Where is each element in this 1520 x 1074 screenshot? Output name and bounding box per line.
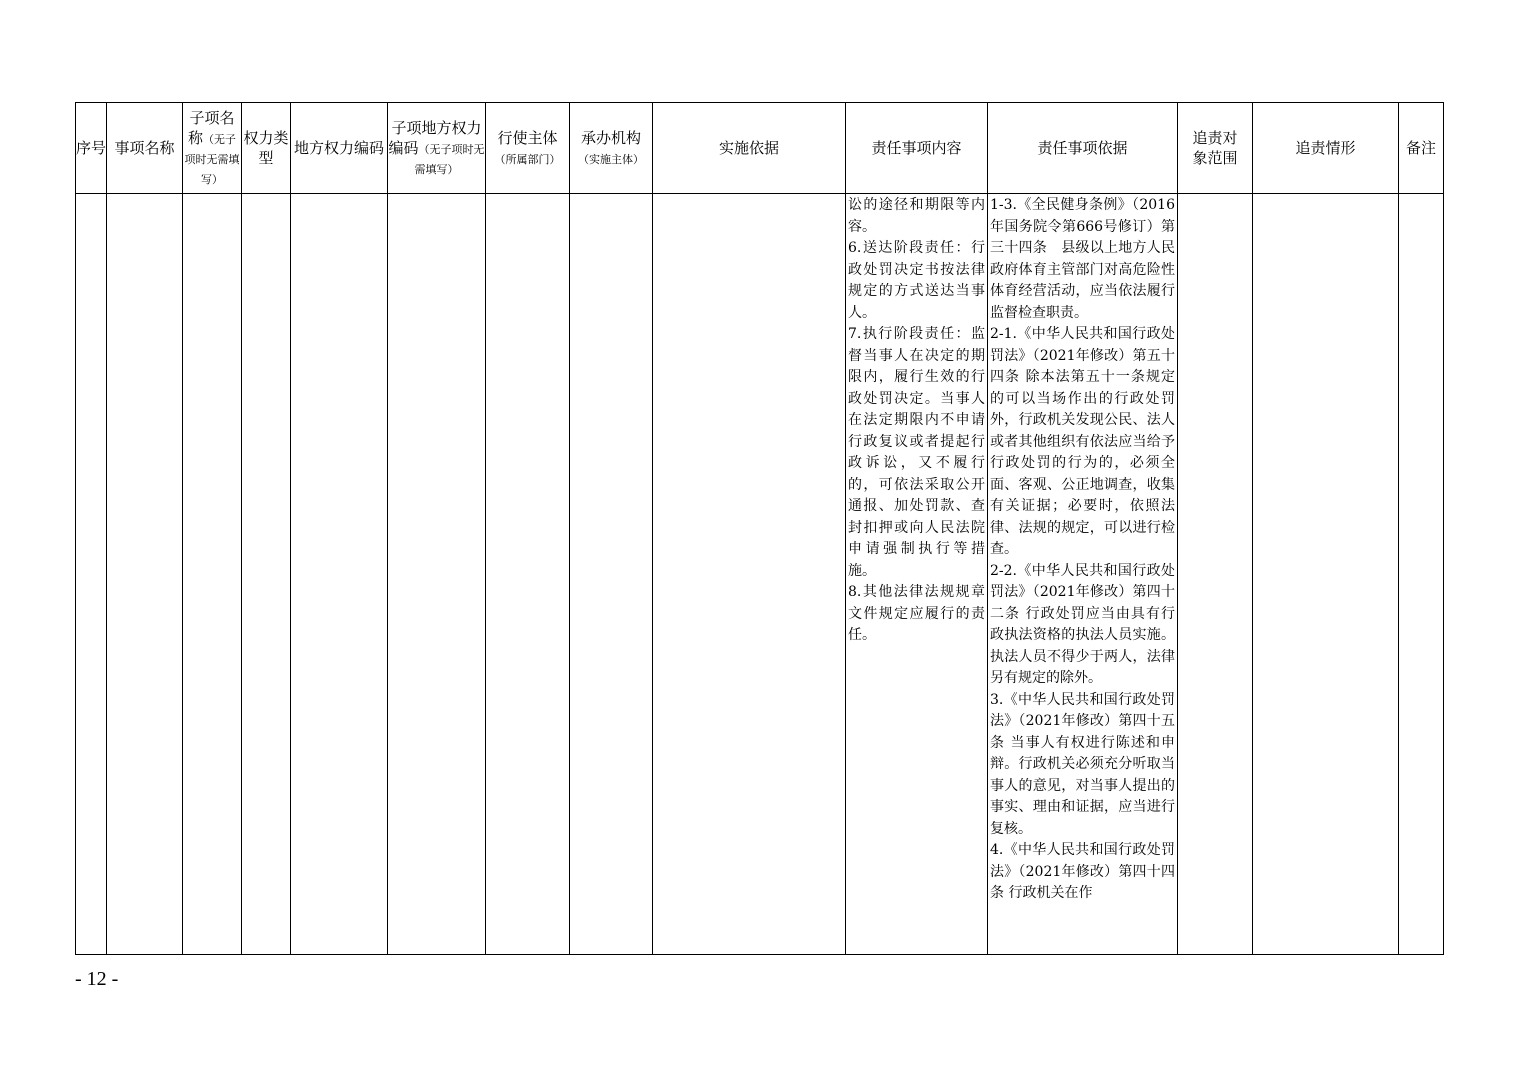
page-number: - 12 - (75, 968, 119, 990)
cell-resp-content (846, 194, 988, 955)
header-accountability-scope: 追责对象范围 (1178, 103, 1253, 194)
cell-agency (570, 194, 653, 955)
resp-basis-paragraph: 4.《中华人民共和国行政处罚法》（2021年修改）第四十四条 行政机关在作 (990, 842, 1175, 901)
header-seq: 序号 (76, 103, 107, 194)
cell-accountability-scope (1178, 194, 1253, 955)
resp-basis-paragraph: 3.《中华人民共和国行政处罚法》（2021年修改）第四十五条 当事人有权进行陈述和申辩。行政机关必须充分听取当事人的意见，对当事人提出的事实、理由和证据，应当进行复核。 (990, 691, 1175, 837)
cell-power-type (242, 194, 291, 955)
cell-accountability-case (1253, 194, 1399, 955)
header-power-type: 权力类型 (242, 103, 291, 194)
table-row (76, 194, 1444, 955)
cell-remarks (1399, 194, 1444, 955)
header-item-name: 事项名称 (107, 103, 183, 194)
header-sub-item-name-note: （无子项时无需填写） (184, 133, 240, 186)
header-local-code: 地方权力编码 (291, 103, 388, 194)
cell-sub-item-name (183, 194, 242, 955)
header-accountability-case: 追责情形 (1253, 103, 1399, 194)
cell-item-name (107, 194, 183, 955)
header-subject: 行使主体 （所属部门） (486, 103, 570, 194)
header-sub-item-name: 子项名称（无子项时无需填写） (183, 103, 242, 194)
cell-basis (653, 194, 846, 955)
power-list-table (75, 102, 1444, 955)
cell-subject (486, 194, 570, 955)
cell-local-code (291, 194, 388, 955)
resp-content-paragraph: 7.执行阶段责任：监督当事人在决定的期限内，履行生效的行政处罚决定。当事人在法定期限内不申请行政复议或者提起行政诉讼，又不履行的，可依法采取公开通报、加处罚款、查封扣押或向人民法院申请强制执行等措施。 (848, 326, 985, 579)
header-resp-basis: 责任事项依据 (988, 103, 1178, 194)
header-agency-note: （实施主体） (578, 153, 644, 166)
header-remarks: 备注 (1399, 103, 1444, 194)
cell-resp-basis (988, 194, 1178, 955)
cell-sub-local-code (388, 194, 486, 955)
resp-content-paragraph: 讼的途径和期限等内容。 (848, 197, 985, 235)
resp-basis-paragraph: 2-2.《中华人民共和国行政处罚法》（2021年修改）第四十二条 行政处罚应当由具有行政执法资格的执法人员实施。执法人员不得少于两人，法律另有规定的除外。 (990, 562, 1175, 686)
header-row (76, 103, 1444, 194)
resp-basis-paragraph: 2-1.《中华人民共和国行政处罚法》（2021年修改）第五十四条 除本法第五十一条规定的可以当场作出的行政处罚外，行政机关发现公民、法人或者其他组织有依法应当给予行政处罚的行为的，必须全面、客观、公正地调查，收集有关证据；必要时，依照法律、法规的规定，可以进行检查。 (990, 326, 1175, 557)
resp-content-paragraph: 6.送达阶段责任：行政处罚决定书按法律规定的方式送达当事人。 (848, 240, 985, 321)
header-basis: 实施依据 (653, 103, 846, 194)
header-sub-local-code: 子项地方权力编码（无子项时无需填写） (388, 103, 486, 194)
header-agency: 承办机构 （实施主体） (570, 103, 653, 194)
resp-basis-paragraph: 1-3.《全民健身条例》（2016年国务院令第666号修订）第三十四条 县级以上地方人民政府体育主管部门对高危险性体育经营活动，应当依法履行监督检查职责。 (990, 197, 1175, 321)
cell-seq (76, 194, 107, 955)
header-sub-local-code-note: （无子项时无需填写） (414, 143, 485, 176)
header-resp-content: 责任事项内容 (846, 103, 988, 194)
resp-content-paragraph: 8.其他法律法规规章文件规定应履行的责任。 (848, 584, 985, 643)
header-subject-note: （所属部门） (494, 153, 561, 166)
